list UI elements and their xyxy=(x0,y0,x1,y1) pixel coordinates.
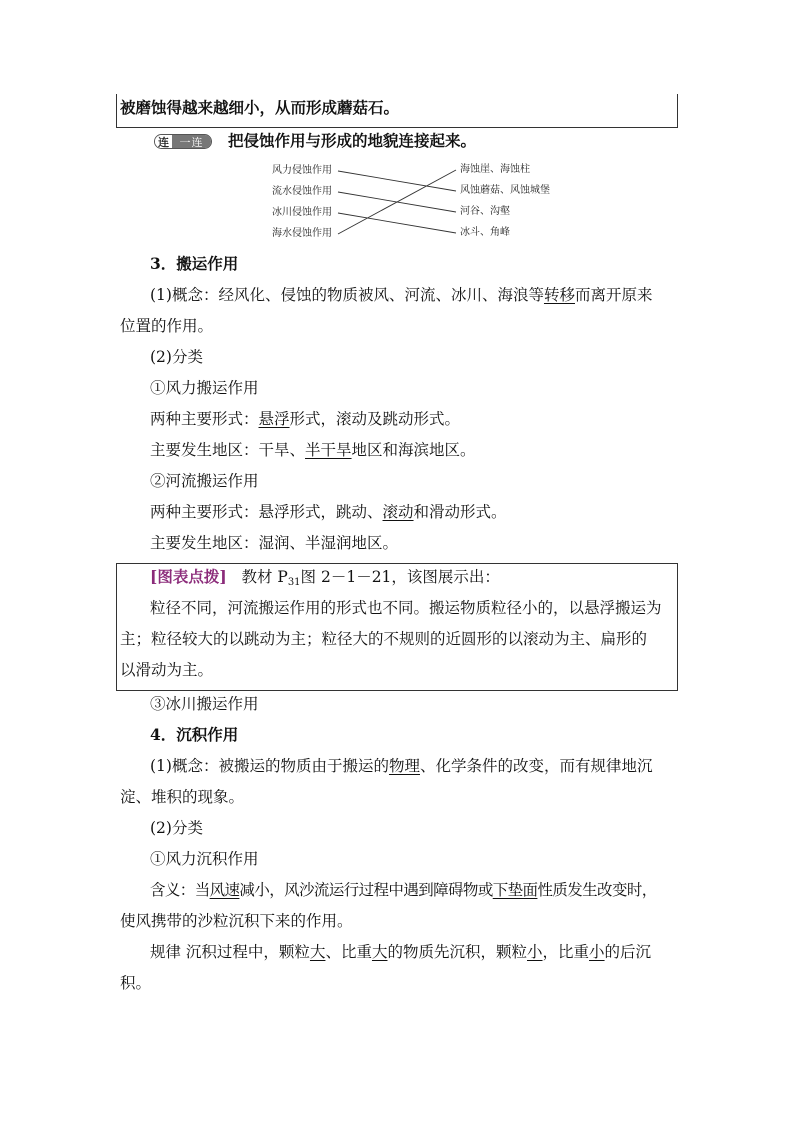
figure-note-line2: 主；粒径较大的以跳动为主；粒径大的不规则的近圆形的以滚动为主、扁形的 xyxy=(120,630,648,648)
s3-concept-line1: (1)概念：经风化、侵蚀的物质被风、河流、冰川、海浪等转移而离开原来 xyxy=(150,286,653,304)
s4-concept-line2: 淀、堆积的现象。 xyxy=(120,788,245,806)
figure-note-head: [图表点拨] 教材 $P_{31}$图 2－1－21，该图展示出： xyxy=(150,567,500,588)
s3-classification: (2)分类 xyxy=(150,348,203,366)
figure-note-tag: [图表点拨] xyxy=(150,567,227,586)
left-item-2: 冰川侵蚀作用 xyxy=(272,207,332,218)
s3-concept-line2: 位置的作用。 xyxy=(120,317,214,335)
match-line-2 xyxy=(338,213,456,233)
right-item-0: 海蚀崖、海蚀柱 xyxy=(460,164,530,175)
wind-deposit-rule-2: 积。 xyxy=(120,974,152,992)
badge-right: 一连 xyxy=(172,135,211,148)
section-3-title: 3．搬运作用 xyxy=(150,254,239,273)
river-transport-forms: 两种主要形式：悬浮形式，跳动、滚动和滑动形式。 xyxy=(150,503,507,521)
wind-deposit-rule: 规律 沉积过程中，颗粒大、比重大的物质先沉积，颗粒小，比重小的后沉 xyxy=(150,943,652,961)
section-4-title: 4．沉积作用 xyxy=(150,725,239,744)
right-item-3: 冰斗、角峰 xyxy=(460,227,510,238)
left-item-1: 流水侵蚀作用 xyxy=(272,186,332,197)
match-lines xyxy=(0,0,794,300)
box-text: 被磨蚀得越来越细小，从而形成蘑菇石。 xyxy=(120,98,400,117)
badge-left: 连 xyxy=(155,135,172,148)
figure-note-line1: 粒径不同，河流搬运作用的形式也不同。搬运物质粒径小的，以悬浮搬运为 xyxy=(150,599,662,617)
wind-transport-area: 主要发生地区：干旱、半干旱地区和海滨地区。 xyxy=(150,441,476,459)
right-item-1: 风蚀蘑菇、风蚀城堡 xyxy=(460,185,550,196)
glacier-transport-title: ③冰川搬运作用 xyxy=(150,695,259,713)
wind-transport-forms: 两种主要形式：悬浮形式，滚动及跳动形式。 xyxy=(150,410,461,428)
s4-classification: (2)分类 xyxy=(150,819,203,837)
left-item-3: 海水侵蚀作用 xyxy=(272,228,332,239)
match-line-0 xyxy=(338,171,456,191)
right-item-2: 河谷、沟壑 xyxy=(460,206,510,217)
match-line-3 xyxy=(338,170,456,234)
s4-concept-line1: (1)概念：被搬运的物质由于搬运的物理、化学条件的改变，而有规律地沉 xyxy=(150,757,653,775)
wind-deposit-meaning: 含义：当风速减小，风沙流运行过程中遇到障碍物或下垫面性质发生改变时， xyxy=(150,881,657,899)
figure-note-line3: 以滑动为主。 xyxy=(120,661,214,679)
river-transport-area: 主要发生地区：湿润、半湿润地区。 xyxy=(150,534,399,552)
wind-deposit-title: ①风力沉积作用 xyxy=(150,850,259,868)
wind-transport-title: ①风力搬运作用 xyxy=(150,379,259,397)
river-transport-title: ②河流搬运作用 xyxy=(150,472,259,490)
s3-concept-underline: 转移 xyxy=(543,286,575,304)
match-instruction: 把侵蚀作用与形成的地貌连接起来。 xyxy=(228,131,477,150)
left-item-0: 风力侵蚀作用 xyxy=(272,165,332,176)
wind-deposit-meaning-2: 使风携带的沙粒沉积下来的作用。 xyxy=(120,912,353,930)
